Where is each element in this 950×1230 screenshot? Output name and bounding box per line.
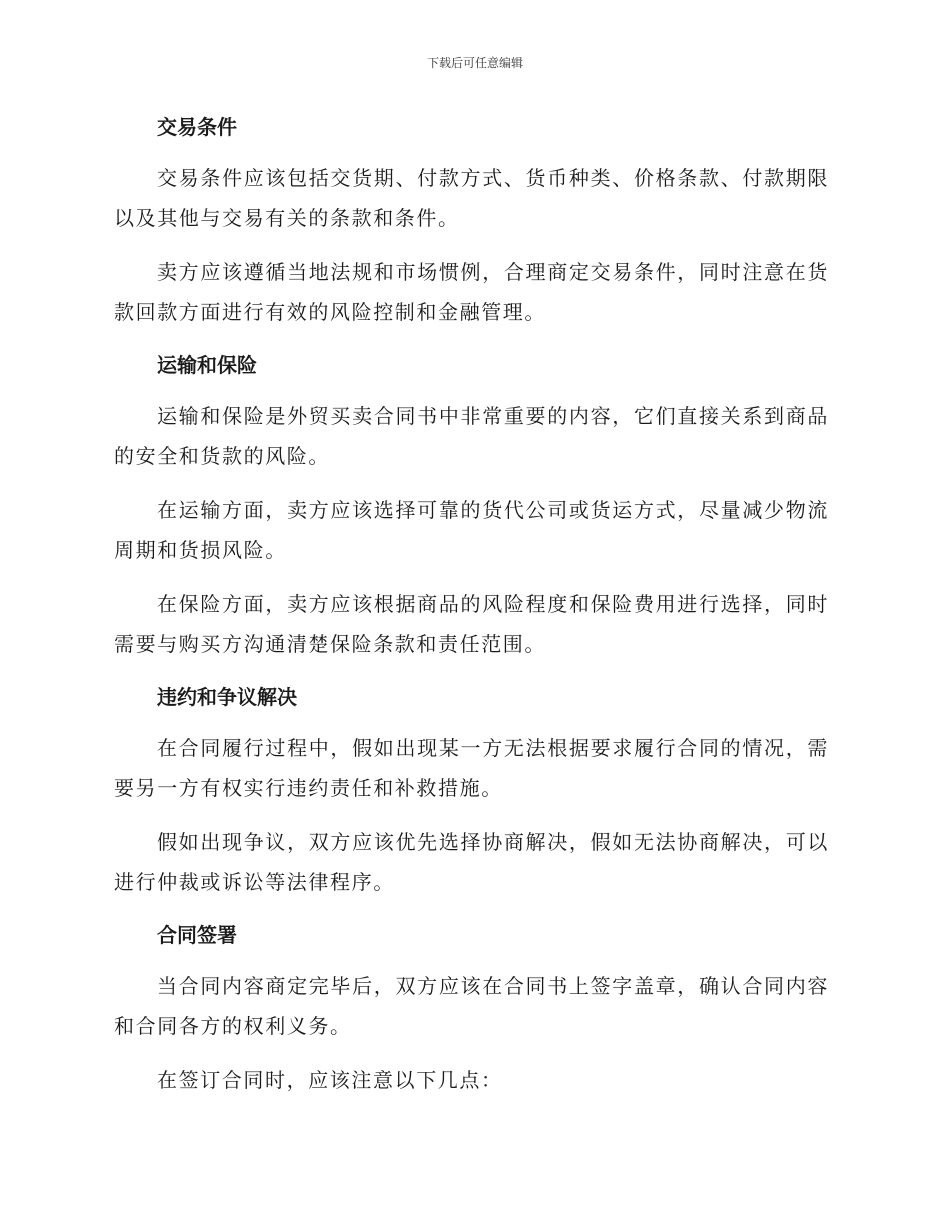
paragraph: 卖方应该遵循当地法规和市场惯例，合理商定交易条件，同时注意在货款回款方面进行有效的风险控制和金融管理。 [114,260,829,324]
section-heading: 运输和保险 [157,353,257,377]
section-contract-signing [114,916,829,1100]
page-header: 下载后可任意编辑 [426,56,523,70]
document-body [114,108,829,1114]
paragraph: 在保险方面，卖方应该根据商品的风险程度和保险费用进行选择，同时需要与购买方沟通清楚保险条款和责任范围。 [114,592,829,656]
section-heading: 违约和争议解决 [157,685,297,709]
paragraph: 在运输方面，卖方应该选择可靠的货代公司或货运方式，尽量减少物流周期和货损风险。 [114,498,829,562]
section-heading: 交易条件 [157,115,237,139]
section-trade-terms [114,108,829,332]
paragraph: 交易条件应该包括交货期、付款方式、货币种类、价格条款、付款期限以及其他与交易有关的条款和条件。 [114,166,829,230]
section-breach-dispute [114,678,829,902]
section-heading: 合同签署 [157,923,237,947]
paragraph: 当合同内容商定完毕后，双方应该在合同书上签字盖章，确认合同内容和合同各方的权利义务。 [114,974,829,1038]
paragraph: 在签订合同时，应该注意以下几点： [157,1068,503,1092]
paragraph: 在合同履行过程中，假如出现某一方无法根据要求履行合同的情况，需要另一方有权实行违约责任和补救措施。 [114,736,829,800]
section-transport-insurance [114,346,829,664]
paragraph: 运输和保险是外贸买卖合同书中非常重要的内容，它们直接关系到商品的安全和货款的风险。 [114,404,829,468]
paragraph: 假如出现争议，双方应该优先选择协商解决，假如无法协商解决，可以进行仲裁或诉讼等法律程序。 [114,830,829,894]
